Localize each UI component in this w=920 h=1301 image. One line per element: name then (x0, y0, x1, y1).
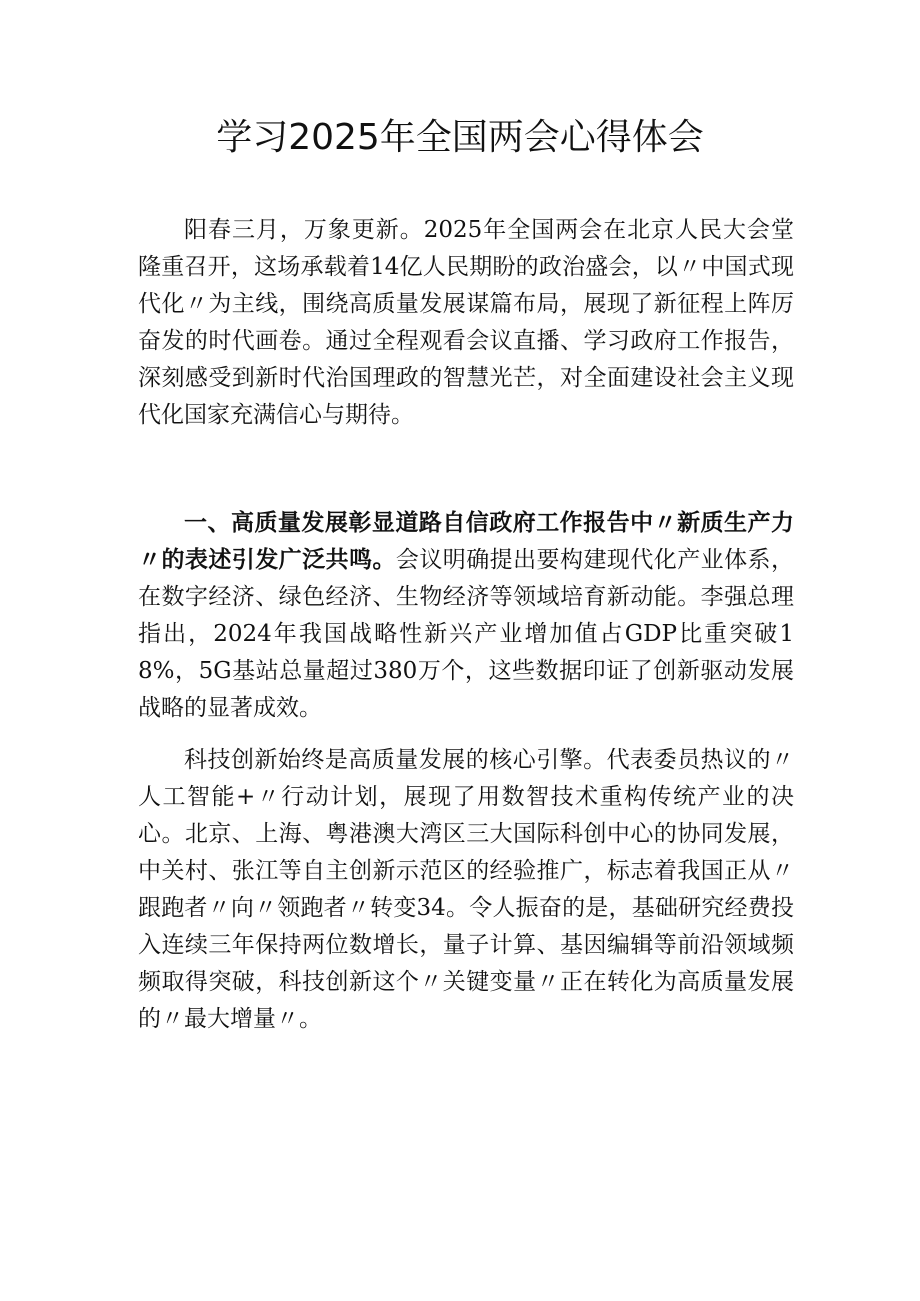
section-one-heading: 一、高质量发展彰显道路自信政府工作报告中〃新质生产力〃的表述引发广泛共鸣。 (138, 510, 794, 573)
section-one-body: 会议明确提出要构建现代化产业体系，在数字经济、绿色经济、生物经济等领域培育新动能。李强总理指出，2024年我国战略性新兴产业增加值占GDP比重突破18%，5G基站总量超过380万个，这些数据印证了创新驱动发展战略的显著成效。 (138, 547, 795, 721)
paragraph-section-one (138, 505, 794, 727)
paragraph-intro: 阳春三月，万象更新。2025年全国两会在北京人民大会堂隆重召开，这场承载着14亿人民期盼的政治盛会，以〃中国式现代化〃为主线，围绕高质量发展谋篇布局，展现了新征程上阵厉奋发的时代画卷。通过全程观看会议直播、学习政府工作报告，深刻感受到新时代治国理政的智慧光芒，对全面建设社会主义现代化国家充满信心与期待。 (138, 217, 794, 428)
paragraph-tech-innovation: 科技创新始终是高质量发展的核心引擎。代表委员热议的〃人工智能+〃行动计划，展现了用数智技术重构传统产业的决心。北京、上海、粤港澳大湾区三大国际科创中心的协同发展，中关村、张江等自主创新示范区的经验推广，标志着我国正从〃跟跑者〃向〃领跑者〃转变34。令人振奋的是，基础研究经费投入连续三年保持两位数增长，量子计算、基因编辑等前沿领域频频取得突破，科技创新这个〃关键变量〃正在转化为高质量发展的〃最大增量〃。 (138, 747, 794, 1032)
document-title: 学习2025年全国两会心得体会 (216, 117, 704, 158)
